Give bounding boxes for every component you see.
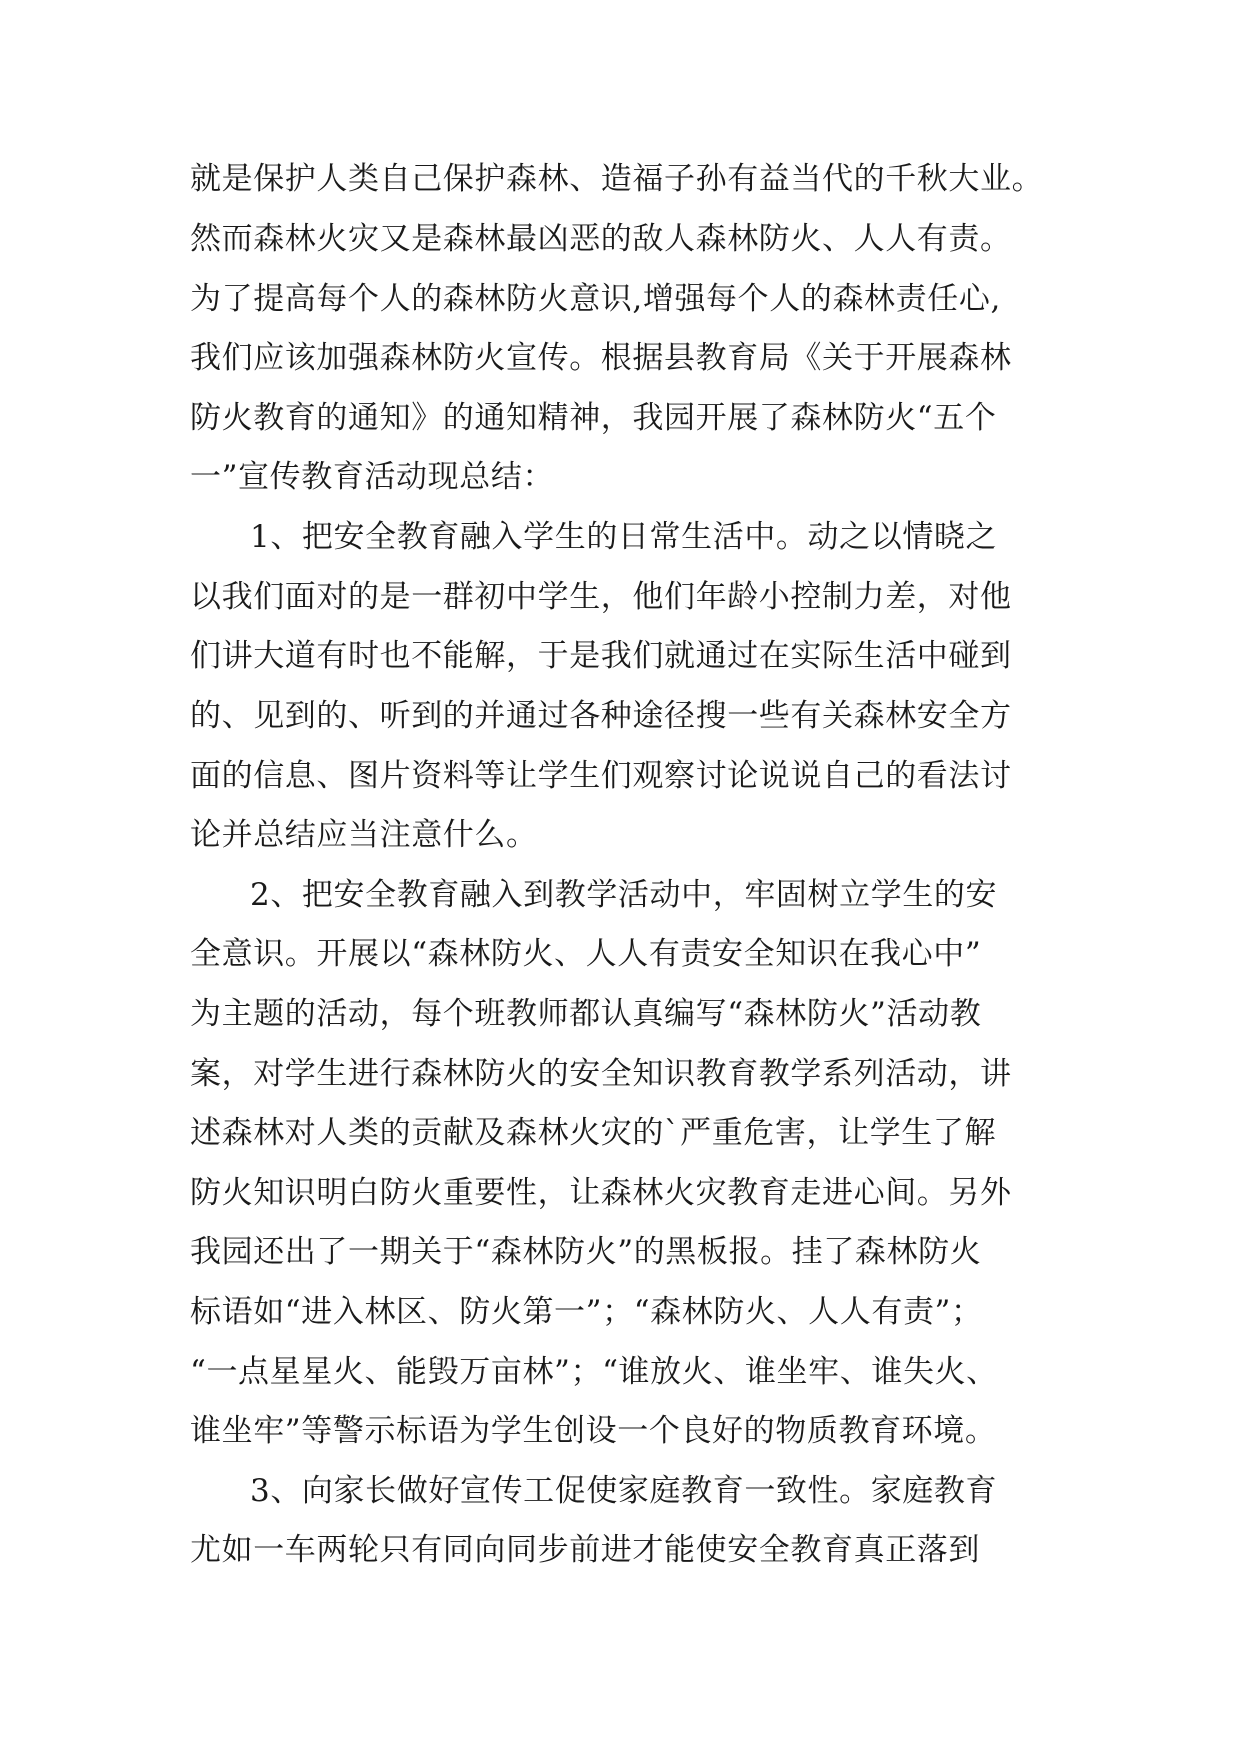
text-line: 我们应该加强森林防火宣传。根据县教育局《关于开展森林 <box>190 340 1012 376</box>
text-line: “一点星星火、能毁万亩林”；“谁放火、谁坐牢、谁失火、 <box>190 1354 998 1390</box>
text-line: 我园还出了一期关于“森林防火”的黑板报。挂了森林防火 <box>190 1234 982 1270</box>
text-line: 以我们面对的是一群初中学生，他们年龄小控制力差，对他 <box>190 579 1012 615</box>
text-line: 防火知识明白防火重要性，让森林火灾教育走进心间。另外 <box>190 1175 1012 1211</box>
text-line: 述森林对人类的贡献及森林火灾的`严重危害，让学生了解 <box>190 1115 997 1151</box>
text-line: 一”宣传教育活动现总结： <box>190 459 555 495</box>
text-line: 论并总结应当注意什么。 <box>190 817 538 853</box>
paragraph-3-first-line: 3、向家长做好宣传工促使家庭教育一致性。家庭教育 <box>250 1473 998 1509</box>
text-line: 案，对学生进行森林防火的安全知识教育教学系列活动，讲 <box>190 1056 1012 1092</box>
text-line: 防火教育的通知》的通知精神，我园开展了森林防火“五个 <box>190 400 997 436</box>
text-line: 全意识。开展以“森林防火、人人有责安全知识在我心中” <box>190 936 982 972</box>
paragraph-2-first-line: 2、把安全教育融入到教学活动中，牢固树立学生的安 <box>250 877 998 913</box>
text-line: 谁坐牢”等警示标语为学生创设一个良好的物质教育环境。 <box>190 1413 997 1449</box>
text-line: 面的信息、图片资料等让学生们观察讨论说说自己的看法讨 <box>190 758 1012 794</box>
text-line: 为主题的活动，每个班教师都认真编写“森林防火”活动教 <box>190 996 982 1032</box>
text-line: 的、见到的、听到的并通过各种途径搜一些有关森林安全方 <box>190 698 1012 734</box>
text-line: 尤如一车两轮只有同向同步前进才能使安全教育真正落到 <box>190 1532 980 1568</box>
text-line: 为了提高每个人的森林防火意识,增强每个人的森林责任心, <box>190 281 1001 317</box>
text-line: 们讲大道有时也不能解，于是我们就通过在实际生活中碰到 <box>190 638 1012 674</box>
text-line: 然而森林火灾又是森林最凶恶的敌人森林防火、人人有责。 <box>190 221 1012 257</box>
text-line: 就是保护人类自己保护森林、造福子孙有益当代的千秋大业。 <box>190 161 1044 197</box>
paragraph-1-first-line: 1、把安全教育融入学生的日常生活中。动之以情晓之 <box>250 519 998 555</box>
text-line: 标语如“进入林区、防火第一”；“森林防火、人人有责”； <box>190 1294 983 1330</box>
